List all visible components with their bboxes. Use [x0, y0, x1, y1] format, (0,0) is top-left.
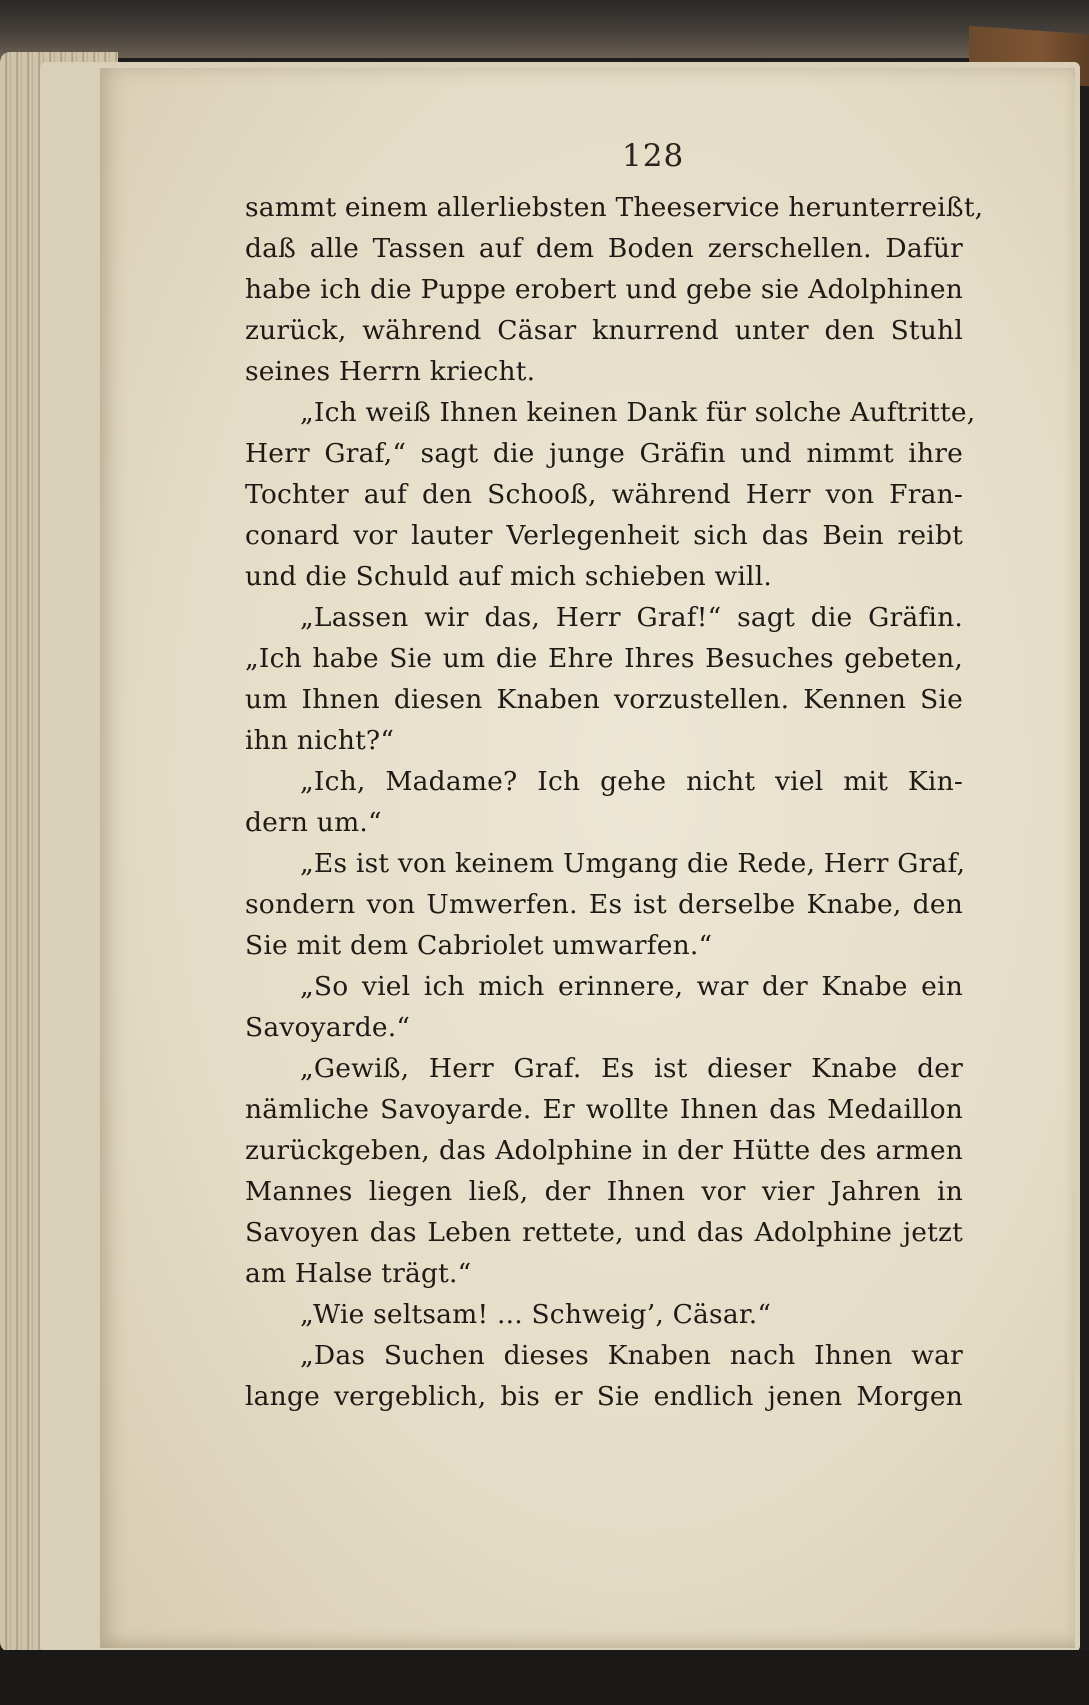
text-line: „Ich habe Sie um die Ehre Ihres Besuches gebeten,	[245, 643, 963, 674]
text-line: und die Schuld auf mich schieben will.	[245, 561, 773, 592]
page-number: 128	[622, 138, 685, 174]
text-line: zurückgeben, das Adolphine in der Hütte des armen	[245, 1135, 963, 1166]
text-line: um Ihnen diesen Knaben vorzustellen. Kennen Sie	[245, 684, 963, 715]
text-line: „Es ist von keinem Umgang die Rede, Herr Graf,	[300, 848, 966, 879]
text-line: sondern von Umwerfen. Es ist derselbe Knabe, den	[245, 889, 963, 920]
text-line: daß alle Tassen auf dem Boden zerschellen. Dafür	[245, 233, 963, 264]
text-line: Sie mit dem Cabriolet umwarfen.“	[245, 930, 713, 961]
text-line: conard vor lauter Verlegenheit sich das Bein reibt	[245, 520, 963, 551]
text-line: „Das Suchen dieses Knaben nach Ihnen war	[300, 1340, 963, 1371]
text-line: Savoyarde.“	[245, 1012, 411, 1043]
text-line: „Ich weiß Ihnen keinen Dank für solche Auftritte,	[300, 397, 976, 428]
text-line: habe ich die Puppe erobert und gebe sie Adolphinen	[245, 274, 963, 305]
text-line: Tochter auf den Schooß, während Herr von Fran-	[245, 479, 963, 510]
text-line: ihn nicht?“	[245, 725, 395, 756]
text-line: „Wie seltsam! ... Schweig’, Cäsar.“	[300, 1299, 772, 1330]
text-line: Herr Graf,“ sagt die junge Gräfin und nimmt ihre	[245, 438, 963, 469]
text-line: dern um.“	[245, 807, 382, 838]
text-line: Savoyen das Leben rettete, und das Adolphine jetzt	[245, 1217, 963, 1248]
text-line: am Halse trägt.“	[245, 1258, 472, 1289]
text-line: „So viel ich mich erinnere, war der Knabe ein	[300, 971, 963, 1002]
bottom-shadow	[0, 1650, 1089, 1705]
text-line: seines Herrn kriecht.	[245, 356, 536, 387]
text-line: zurück, während Cäsar knurrend unter den Stuhl	[245, 315, 963, 346]
text-line: „Gewiß, Herr Graf. Es ist dieser Knabe der	[300, 1053, 963, 1084]
book-cover-top	[0, 0, 1089, 58]
page-text	[245, 187, 984, 1417]
text-line: lange vergeblich, bis er Sie endlich jenen Morgen	[245, 1381, 963, 1412]
text-line: „Ich, Madame? Ich gehe nicht viel mit Kin-	[300, 766, 963, 797]
text-line: Mannes liegen ließ, der Ihnen vor vier Jahren in	[245, 1176, 963, 1207]
text-line: nämliche Savoyarde. Er wollte Ihnen das Medaillon	[245, 1094, 963, 1125]
text-line: sammt einem allerliebsten Theeservice herunterreißt,	[245, 192, 984, 223]
text-line: „Lassen wir das, Herr Graf!“ sagt die Gräfin.	[300, 602, 963, 633]
